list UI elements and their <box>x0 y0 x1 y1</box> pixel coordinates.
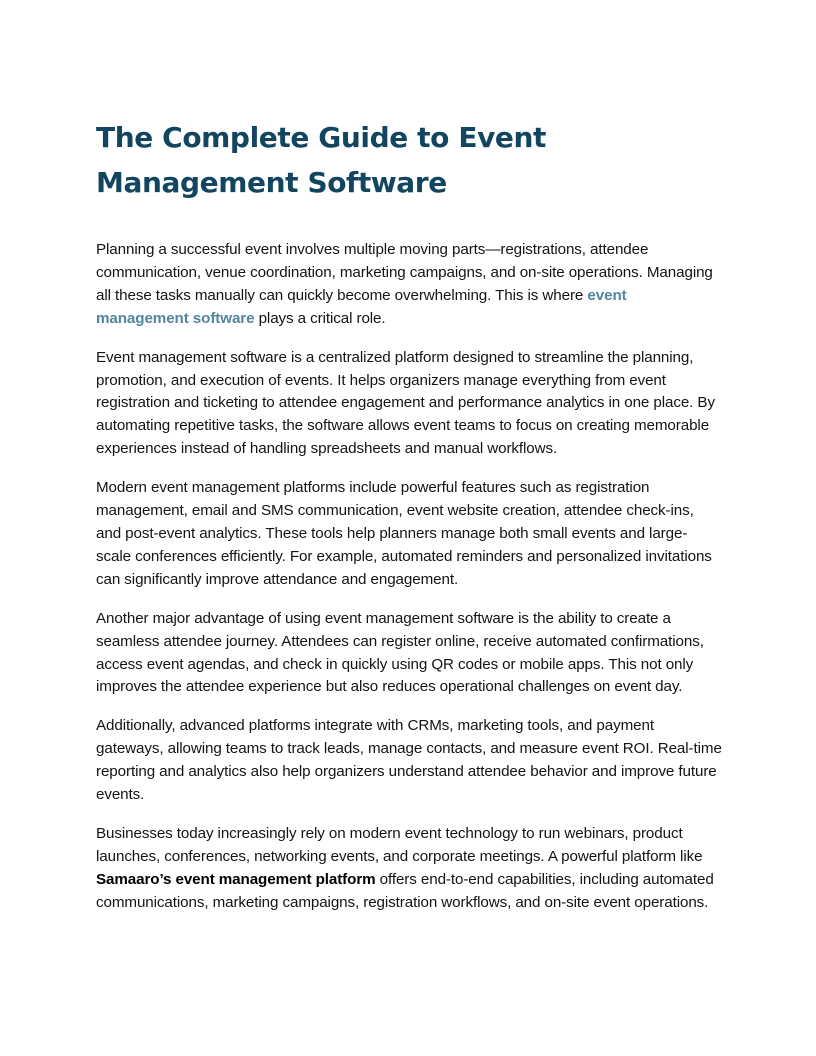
paragraph-intro-text-after: plays a critical role. <box>254 309 386 327</box>
page-title: The Complete Guide to Event Management Software <box>96 121 547 199</box>
paragraph-conclusion-text-after: offers end-to-end capabilities, including automated communications, marketing campaigns, registration workflows, and on-site event operations. <box>96 870 714 911</box>
document-page <box>96 115 722 931</box>
samaaro-platform-emphasis: Samaaro’s event management platform <box>96 870 376 888</box>
paragraph-intro <box>96 239 722 331</box>
paragraph-integrations: Additionally, advanced platforms integrate with CRMs, marketing tools, and payment gateways, allowing teams to track leads, manage contacts, and measure event ROI. Real-time reporting and analytics also help organizers understand attendee behavior and improve future events. <box>96 717 722 804</box>
paragraph-definition: Event management software is a centralized platform designed to streamline the planning, promotion, and execution of events. It helps organizers manage everything from event registration and ticketing to attendee engagement and performance analytics in one place. By automating repetitive tasks, the software allows event teams to focus on creating memorable experiences instead of handling spreadsheets and manual workflows. <box>96 348 715 458</box>
paragraph-conclusion-text-before: Businesses today increasingly rely on modern event technology to run webinars, product launches, conferences, networking events, and corporate meetings. A powerful platform like <box>96 824 703 865</box>
document-body <box>96 239 722 915</box>
paragraph-conclusion <box>96 823 722 915</box>
paragraph-features: Modern event management platforms include powerful features such as registration management, email and SMS communication, event website creation, attendee check-ins, and post-event analytics. These tools help planners manage both small events and large-scale conferences efficiently. For example, automated reminders and personalized invitations can significantly improve attendance and engagement. <box>96 479 712 588</box>
paragraph-attendee-journey: Another major advantage of using event management software is the ability to create a seamless attendee journey. Attendees can register online, receive automated confirmations, access event agendas, and check in quickly using QR codes or mobile apps. This not only improves the attendee experience but also reduces operational challenges on event day. <box>96 609 704 696</box>
paragraph-intro-text-before: Planning a successful event involves multiple moving parts—registrations, attendee communication, venue coordination, marketing campaigns, and on-site operations. Managing all these tasks manually can quickly become overwhelming. This is where <box>96 241 713 304</box>
event-management-software-link[interactable]: event management software <box>96 286 627 327</box>
